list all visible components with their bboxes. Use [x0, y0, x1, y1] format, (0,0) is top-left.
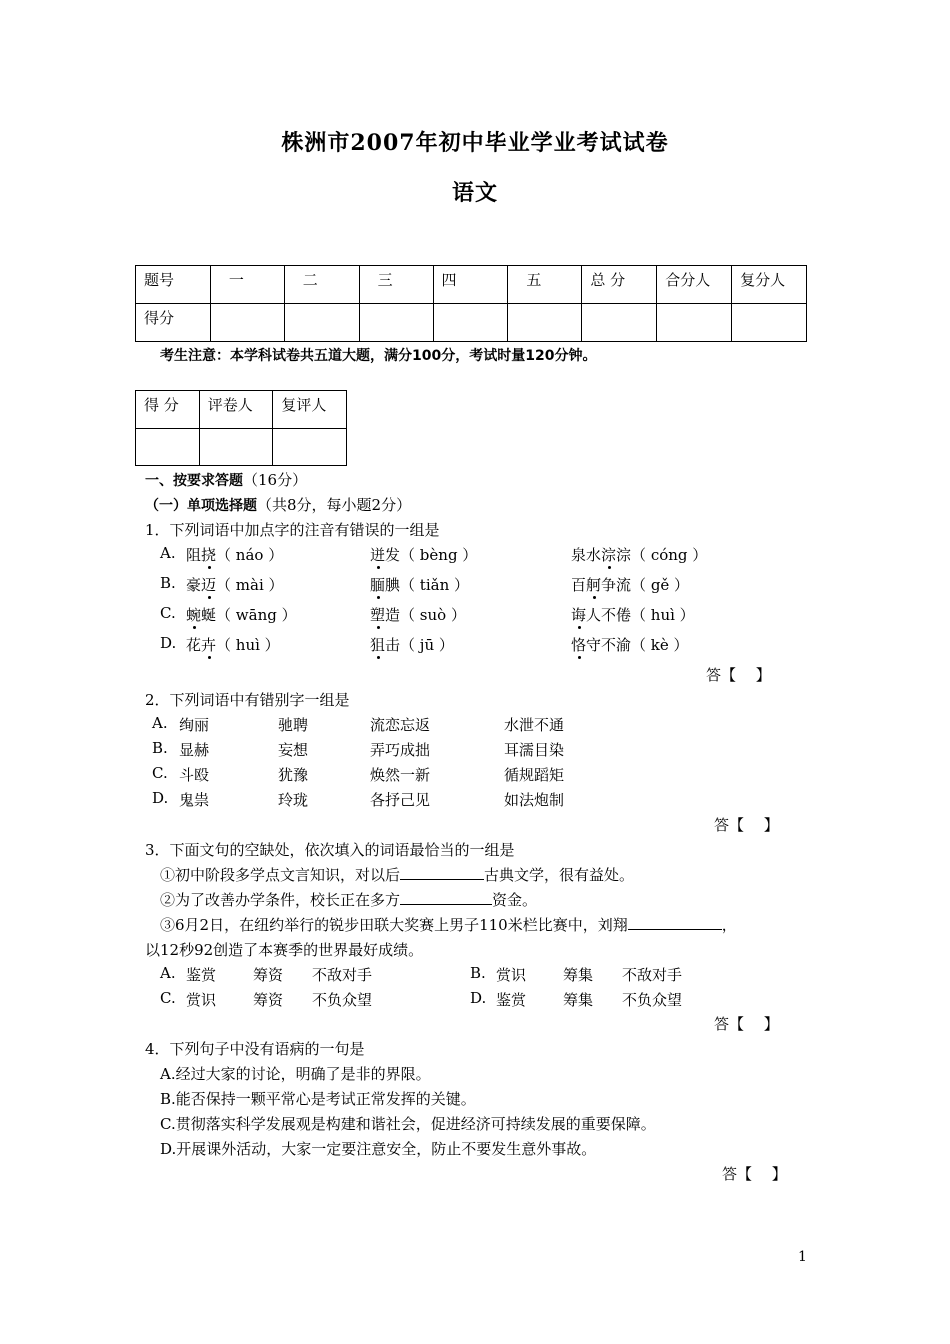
q1-answer-bracket[interactable]: 答【 】 — [706, 666, 771, 684]
q1-item — [571, 634, 689, 655]
q2-word: 显赫 — [179, 741, 210, 759]
score-header-cell: 四 — [433, 266, 508, 304]
word-part: 人不倦 — [586, 606, 632, 624]
score-header-cell: 二 — [284, 266, 359, 304]
score-input-cell[interactable] — [582, 304, 657, 342]
word-part: 泉水 — [571, 546, 602, 564]
score-input-cell[interactable] — [284, 304, 359, 342]
q4-option-c: C.贯彻落实科学发展观是构建和谐社会，促进经济可持续发展的重要保障。 — [160, 1115, 656, 1133]
pinyin: （ mài ） — [216, 576, 284, 594]
score-header-cell: 题号 — [136, 266, 211, 304]
option-word: 筹资 — [253, 966, 284, 984]
q1-item — [186, 604, 297, 625]
score-input-cell[interactable] — [210, 304, 284, 342]
word-part: 造 — [385, 606, 401, 624]
option-label: D. — [152, 789, 169, 807]
option-word: 赏识 — [496, 966, 527, 984]
score-header-cell: 复分人 — [732, 266, 807, 304]
option-label: B. — [152, 739, 168, 757]
dotted-char: 狙 — [370, 636, 386, 654]
q2-word: 斗殴 — [179, 766, 210, 784]
option-word: 鉴赏 — [496, 991, 527, 1009]
q1-item — [186, 634, 280, 655]
fill-blank[interactable] — [400, 865, 484, 880]
sub-heading-text: （一）单项选择题 — [145, 498, 257, 514]
pinyin: （ cóng ） — [631, 546, 708, 564]
q2-word: 驰聘 — [278, 716, 309, 734]
option-label: C. — [160, 604, 176, 622]
word-part: 百 — [571, 576, 587, 594]
sub-heading — [145, 494, 411, 515]
score-input-cell[interactable] — [359, 304, 433, 342]
word-part: 争流 — [601, 576, 632, 594]
option-label: B. — [470, 964, 486, 982]
q1-item — [186, 544, 283, 565]
q1-item — [571, 544, 707, 565]
dotted-char: 淙 — [601, 546, 617, 564]
q4-answer-bracket[interactable]: 答【 】 — [722, 1165, 787, 1183]
grader-input-cell[interactable] — [136, 429, 200, 466]
q4-option-a: A.经过大家的讨论，明确了是非的界限。 — [160, 1065, 431, 1083]
q2-answer-bracket[interactable]: 答【 】 — [714, 816, 779, 834]
option-word: 筹集 — [563, 966, 594, 984]
option-label: D. — [160, 634, 177, 652]
grader-input-cell[interactable] — [273, 429, 347, 466]
word-part: 腆 — [385, 576, 401, 594]
subject-title: 语文 — [451, 180, 498, 206]
q1-item — [571, 604, 695, 625]
option-word: 不负众望 — [312, 991, 373, 1009]
page-number: 1 — [798, 1249, 807, 1265]
score-row-label: 得分 — [136, 304, 211, 342]
pinyin: （ kè ） — [631, 636, 689, 654]
dotted-char: 恪 — [571, 636, 587, 654]
q1-stem: 1．下列词语中加点字的注音有错误的一组是 — [145, 521, 440, 539]
q1-item — [370, 604, 466, 625]
fill-blank[interactable] — [628, 915, 722, 930]
option-label: C. — [152, 764, 168, 782]
dotted-char: 迸 — [370, 546, 386, 564]
q2-word: 弄巧成拙 — [370, 741, 431, 759]
pinyin: （ wāng ） — [216, 606, 297, 624]
q4-stem: 4．下列句子中没有语病的一句是 — [145, 1040, 365, 1058]
q2-word: 焕然一新 — [370, 766, 431, 784]
option-label: A. — [160, 544, 176, 562]
option-label: A. — [160, 964, 176, 982]
score-header-cell: 总 分 — [582, 266, 657, 304]
grader-header-cell: 评卷人 — [199, 391, 273, 429]
dotted-char: 迈 — [201, 576, 217, 594]
q3-stem: 3．下面文句的空缺处，依次填入的词语最恰当的一组是 — [145, 841, 515, 859]
option-label: A. — [152, 714, 168, 732]
score-header-cell: 一 — [210, 266, 284, 304]
score-table — [135, 265, 807, 342]
sub-heading-note: （共8分，每小题2分） — [257, 496, 412, 514]
score-header-cell: 三 — [359, 266, 433, 304]
q3-sentence-2 — [160, 889, 537, 910]
q3-sentence-1 — [160, 864, 634, 885]
word-part: 发 — [385, 546, 401, 564]
pinyin: （ gě ） — [631, 576, 690, 594]
q2-word: 妄想 — [278, 741, 309, 759]
dotted-char: 诲 — [571, 606, 587, 624]
sentence-text: ， — [721, 916, 737, 934]
dotted-char: 挠 — [201, 546, 217, 564]
score-header-cell: 五 — [508, 266, 582, 304]
sentence-text: ③6月2日，在纽约举行的锐步田联大奖赛上男子110米栏比赛中，刘翔 — [160, 916, 628, 934]
option-word: 不负众望 — [622, 991, 683, 1009]
score-header-cell: 合分人 — [657, 266, 732, 304]
word-part: 击 — [385, 636, 401, 654]
q3-sentence-3 — [160, 914, 737, 935]
dotted-char: 腼 — [370, 576, 386, 594]
option-word: 不敌对手 — [622, 966, 683, 984]
q3-sentence-3-cont: 以12秒92创造了本赛季的世界最好成绩。 — [145, 941, 424, 959]
option-label: C. — [160, 989, 176, 1007]
word-part: 豪 — [186, 576, 202, 594]
q4-option-d: D.开展课外活动，大家一定要注意安全，防止不要发生意外事故。 — [160, 1140, 597, 1158]
dotted-char: 舸 — [586, 576, 602, 594]
q2-word: 水泄不通 — [504, 716, 565, 734]
q1-item — [370, 574, 469, 595]
dotted-char: 塑 — [370, 606, 386, 624]
q2-stem: 2．下列词语中有错别字一组是 — [145, 691, 350, 709]
score-input-cell[interactable] — [433, 304, 508, 342]
score-input-cell[interactable] — [732, 304, 807, 342]
option-label: B. — [160, 574, 176, 592]
pinyin: （ suò ） — [400, 606, 466, 624]
word-part: 蜒 — [201, 606, 217, 624]
q1-item — [370, 544, 477, 565]
pinyin: （ bèng ） — [400, 546, 478, 564]
dotted-char: 卉 — [201, 636, 217, 654]
q2-word: 耳濡目染 — [504, 741, 565, 759]
word-part: 守不渝 — [586, 636, 632, 654]
option-word: 筹资 — [253, 991, 284, 1009]
grader-table — [135, 390, 347, 466]
sentence-text: ①初中阶段多学点文言知识，对以后 — [160, 866, 401, 884]
section-heading-text: 一、按要求答题 — [145, 473, 243, 489]
word-part: 阻 — [186, 546, 202, 564]
section-heading — [145, 469, 307, 490]
q1-item — [186, 574, 284, 595]
score-input-cell[interactable] — [508, 304, 582, 342]
dotted-char: 蜿 — [186, 606, 202, 624]
q1-item — [571, 574, 689, 595]
score-input-cell[interactable] — [657, 304, 732, 342]
option-word: 鉴赏 — [186, 966, 217, 984]
option-word: 不敌对手 — [312, 966, 373, 984]
option-label: D. — [470, 989, 487, 1007]
pinyin: （ huì ） — [631, 606, 695, 624]
grader-header-cell: 复评人 — [273, 391, 347, 429]
q2-word: 鬼祟 — [179, 791, 210, 809]
sentence-text: 资金。 — [492, 891, 538, 909]
option-word: 筹集 — [563, 991, 594, 1009]
word-part: 淙 — [616, 546, 632, 564]
q2-word: 流恋忘返 — [370, 716, 431, 734]
exam-notice: 考生注意：本学科试卷共五道大题，满分100分，考试时量120分钟。 — [160, 348, 597, 364]
q2-word: 绚丽 — [179, 716, 210, 734]
section-heading-score: （16分） — [243, 471, 308, 489]
grader-input-cell[interactable] — [199, 429, 273, 466]
option-word: 赏识 — [186, 991, 217, 1009]
word-part: 花 — [186, 636, 202, 654]
sentence-text: 古典文学，很有益处。 — [484, 866, 635, 884]
q1-item — [370, 634, 454, 655]
sentence-text: ②为了改善办学条件，校长正在多方 — [160, 891, 401, 909]
q4-option-b: B.能否保持一颗平常心是考试正常发挥的关键。 — [160, 1090, 476, 1108]
exam-title: 株洲市2007年初中毕业学业考试试卷 — [281, 130, 669, 156]
q3-answer-bracket[interactable]: 答【 】 — [714, 1015, 779, 1033]
q2-word: 各抒己见 — [370, 791, 431, 809]
q2-word: 犹豫 — [278, 766, 309, 784]
q2-word: 循规蹈矩 — [504, 766, 565, 784]
pinyin: （ jū ） — [400, 636, 454, 654]
q2-word: 如法炮制 — [504, 791, 565, 809]
fill-blank[interactable] — [400, 890, 492, 905]
pinyin: （ náo ） — [216, 546, 284, 564]
pinyin: （ huì ） — [216, 636, 280, 654]
grader-header-cell: 得 分 — [136, 391, 200, 429]
pinyin: （ tiǎn ） — [400, 576, 469, 594]
q2-word: 玲珑 — [278, 791, 309, 809]
